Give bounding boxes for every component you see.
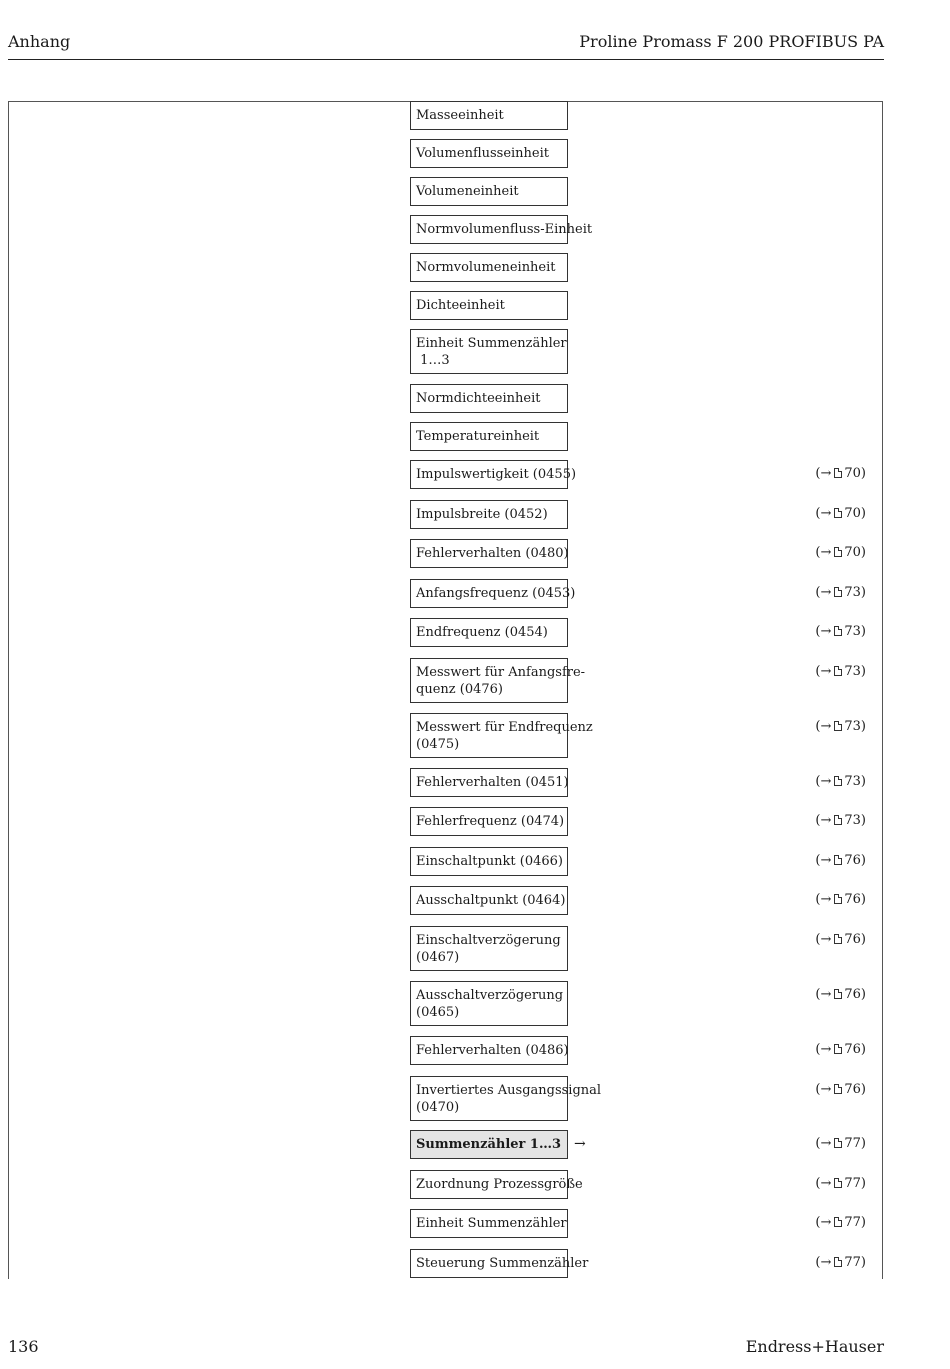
page-reference: (→ 77) (815, 1136, 866, 1151)
parameter-label: Steuerung Summenzähler (416, 1256, 589, 1271)
parameter-box (410, 886, 568, 915)
page-reference: (→ 73) (815, 813, 866, 828)
page-reference-number: 70 (844, 466, 861, 481)
parameter-box (410, 500, 568, 529)
page-reference: (→ 73) (815, 624, 866, 639)
page-reference-number: 70 (844, 506, 861, 521)
page-reference-number: 76 (844, 1042, 861, 1057)
parameter-box (410, 177, 568, 206)
document-page-icon (834, 855, 842, 865)
parameter-label: Impulsbreite (0452) (416, 507, 548, 522)
document-page-icon (834, 776, 842, 786)
parameter-box (410, 658, 586, 703)
parameter-label: (0465) (416, 1005, 460, 1020)
parameter-box (410, 1076, 602, 1121)
parameter-label: Ausschaltverzögerung (416, 988, 564, 1003)
product-title: Proline Promass F 200 PROFIBUS PA (579, 32, 884, 51)
parameter-label: Anfangsfrequenz (0453) (416, 586, 576, 601)
page-reference-number: 76 (844, 892, 861, 907)
page-number: 136 (8, 1337, 39, 1356)
page-reference: (→ 76) (815, 987, 866, 1002)
parameter-box (410, 768, 568, 797)
page-reference-number: 70 (844, 545, 861, 560)
parameter-label: Normvolumenfluss-Einheit (416, 222, 593, 237)
document-page-icon (834, 666, 842, 676)
page-reference: (→ 76) (815, 892, 866, 907)
page-reference-number: 77 (844, 1215, 861, 1230)
parameter-box (410, 460, 577, 489)
parameter-box (410, 981, 568, 1026)
page-reference: (→ 77) (815, 1176, 866, 1191)
parameter-label: Masseeinheit (416, 108, 504, 123)
parameter-label: Impulswertigkeit (0455) (416, 467, 577, 482)
parameter-box (410, 422, 568, 451)
parameter-label: Volumenflusseinheit (416, 146, 550, 161)
document-page-icon (834, 934, 842, 944)
parameter-label: (0470) (416, 1100, 460, 1115)
parameter-label: Temperatureinheit (416, 429, 540, 444)
parameter-box (410, 101, 568, 130)
company-name: Endress+Hauser (745, 1337, 884, 1356)
parameter-box (410, 926, 568, 971)
parameter-label: 1…3 (416, 353, 450, 368)
document-page-icon (834, 1178, 842, 1188)
parameter-label: Invertiertes Ausgangssignal (416, 1083, 602, 1098)
parameter-box (410, 539, 568, 568)
page-reference-number: 73 (844, 813, 861, 828)
page-reference: (→ 73) (815, 774, 866, 789)
parameter-box (410, 1249, 589, 1278)
parameter-box (410, 1209, 568, 1238)
parameter-label: Ausschaltpunkt (0464) (416, 893, 566, 908)
parameter-box (410, 139, 568, 168)
document-page-icon (834, 547, 842, 557)
parameter-label: Summenzähler 1…3 (416, 1137, 562, 1152)
submenu-arrow: → (574, 1136, 586, 1152)
page-reference: (→ 73) (815, 585, 866, 600)
parameter-box (410, 329, 568, 374)
page-reference: (→ 77) (815, 1255, 866, 1270)
document-page-icon (834, 1084, 842, 1094)
page-reference-number: 77 (844, 1255, 861, 1270)
parameter-box (410, 618, 568, 647)
page-reference-number: 73 (844, 624, 861, 639)
page-reference-number: 76 (844, 987, 861, 1002)
document-page-icon (834, 815, 842, 825)
document-page-icon (834, 989, 842, 999)
document-page-icon (834, 721, 842, 731)
parameter-label: Volumeneinheit (416, 184, 519, 199)
parameter-box (410, 713, 593, 758)
parameter-box (410, 215, 593, 244)
parameter-label: Zuordnung Prozessgröße (416, 1177, 583, 1192)
parameter-label: (0467) (416, 950, 460, 965)
page-reference: (→ 70) (815, 466, 866, 481)
page-reference: (→ 76) (815, 1042, 866, 1057)
document-page-icon (834, 1138, 842, 1148)
document-page-icon (834, 468, 842, 478)
parameter-label: Normdichteeinheit (416, 391, 541, 406)
parameter-label: Normvolumeneinheit (416, 260, 556, 275)
page-reference-number: 77 (844, 1136, 861, 1151)
page-reference-number: 76 (844, 1082, 861, 1097)
page-reference: (→ 76) (815, 853, 866, 868)
document-page-icon (834, 508, 842, 518)
parameter-label: Fehlerfrequenz (0474) (416, 814, 565, 829)
document-page-icon (834, 1257, 842, 1267)
header-divider (8, 59, 884, 60)
parameter-label: Einschaltpunkt (0466) (416, 854, 564, 869)
parameter-label: Dichteeinheit (416, 298, 505, 313)
parameter-label: Fehlerverhalten (0451) (416, 775, 569, 790)
page-reference: (→ 76) (815, 932, 866, 947)
section-title: Anhang (8, 32, 71, 51)
page-reference-number: 77 (844, 1176, 861, 1191)
parameter-label: Messwert für Anfangsfre- (416, 665, 586, 680)
document-page-icon (834, 587, 842, 597)
page-reference-number: 73 (844, 664, 861, 679)
parameter-box (410, 253, 568, 282)
parameter-label: Messwert für Endfrequenz (416, 720, 593, 735)
page-reference: (→ 70) (815, 545, 866, 560)
parameter-label: Fehlerverhalten (0486) (416, 1043, 569, 1058)
parameter-label: Einheit Summenzähler (416, 336, 567, 351)
parameter-box (410, 1036, 568, 1065)
document-page-icon (834, 626, 842, 636)
parameter-label: (0475) (416, 737, 460, 752)
page-reference: (→ 73) (815, 719, 866, 734)
parameter-box (410, 847, 568, 876)
parameter-label: quenz (0476) (416, 682, 503, 697)
submenu-box (410, 1130, 568, 1159)
parameter-box (410, 1170, 583, 1199)
page-reference: (→ 70) (815, 506, 866, 521)
page-reference: (→ 73) (815, 664, 866, 679)
page-reference: (→ 77) (815, 1215, 866, 1230)
document-page-icon (834, 894, 842, 904)
parameter-box (410, 291, 568, 320)
page-reference-number: 73 (844, 585, 861, 600)
page-reference-number: 76 (844, 932, 861, 947)
page-reference-number: 73 (844, 774, 861, 789)
document-page-icon (834, 1217, 842, 1227)
parameter-label: Einheit Summenzähler (416, 1216, 567, 1231)
parameter-box (410, 579, 576, 608)
document-page-icon (834, 1044, 842, 1054)
page-reference: (→ 76) (815, 1082, 866, 1097)
page-reference-number: 73 (844, 719, 861, 734)
parameter-label: Endfrequenz (0454) (416, 625, 548, 640)
parameter-box (410, 384, 568, 413)
parameter-label: Fehlerverhalten (0480) (416, 546, 569, 561)
parameter-box (410, 807, 568, 836)
page-reference-number: 76 (844, 853, 861, 868)
parameter-label: Einschaltverzögerung (416, 933, 561, 948)
